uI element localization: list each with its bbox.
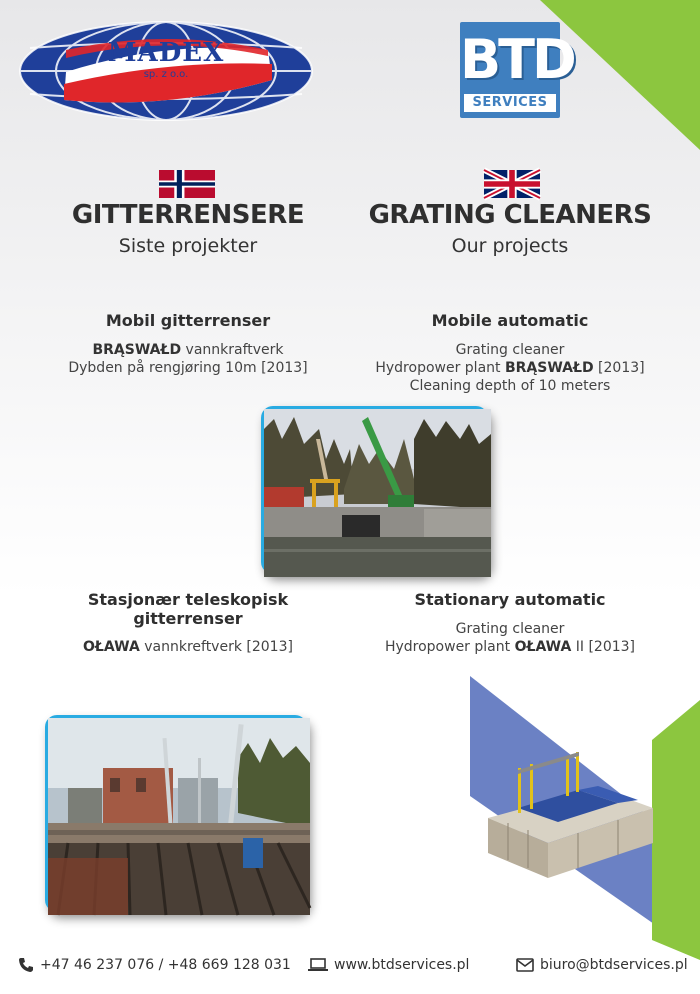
project2-heading-en: Stationary automatic [414,590,606,609]
decorative-green-shape [652,700,700,960]
btd-logo-letters: BTD [460,28,574,91]
uk-flag-icon [484,170,540,198]
project1-heading-en: Mobile automatic [431,311,589,330]
norway-flag-icon [159,170,215,198]
project2-site-no: OŁAWA [83,639,140,655]
norwegian-title: GITTERRENSERE [71,200,305,230]
stationary-cleaner-photo [45,715,307,912]
website-link[interactable]: www.btdservices.pl [334,957,470,973]
laptop-icon [308,957,328,973]
english-title: GRATING CLEANERS [368,200,652,230]
english-subtitle: Our projects [451,235,569,257]
btd-logo-services: SERVICES [464,94,556,112]
project1-site-no: BRĄSWAŁD [92,342,182,358]
envelope-icon [516,958,534,972]
project1-heading-no: Mobil gitterrenser [105,311,271,330]
project1-text-no: BRĄSWAŁD vannkraftverk Dybden på rengjøring 10m [2013] [68,342,308,376]
email-link[interactable]: biuro@btdservices.pl [540,957,688,973]
project1-depth-no: Dybden på rengjøring 10m [2013] [68,360,308,376]
phone-numbers: +47 46 237 076 / +48 669 128 031 [40,957,291,973]
phone-icon [18,957,34,973]
footer-phone [18,955,291,975]
project1-text-en: Grating cleaner Hydropower plant BRĄSWAŁD [2013] Cleaning depth of 10 meters [375,342,645,394]
mobile-cleaner-photo [261,406,488,574]
btd-services-logo [460,22,574,118]
footer-website[interactable] [308,955,469,975]
project2-site-en: OŁAWA [514,639,572,655]
norwegian-subtitle: Siste projekter [118,235,258,257]
madex-logo-sub: sp. z o.o. [143,69,189,80]
project1-site-en: BRĄSWAŁD [504,360,594,376]
project2-text-no: OŁAWA vannkreftverk [2013] [83,639,293,655]
project2-heading-no: Stasjonær teleskopisk gitterrenser [87,590,289,628]
grating-cleaner-3d-render [478,748,658,898]
footer-email[interactable] [516,955,688,975]
madex-logo-name: MADEX [107,38,225,68]
project2-text-en: Grating cleaner Hydropower plant OŁAWA II [2013] [384,621,636,655]
